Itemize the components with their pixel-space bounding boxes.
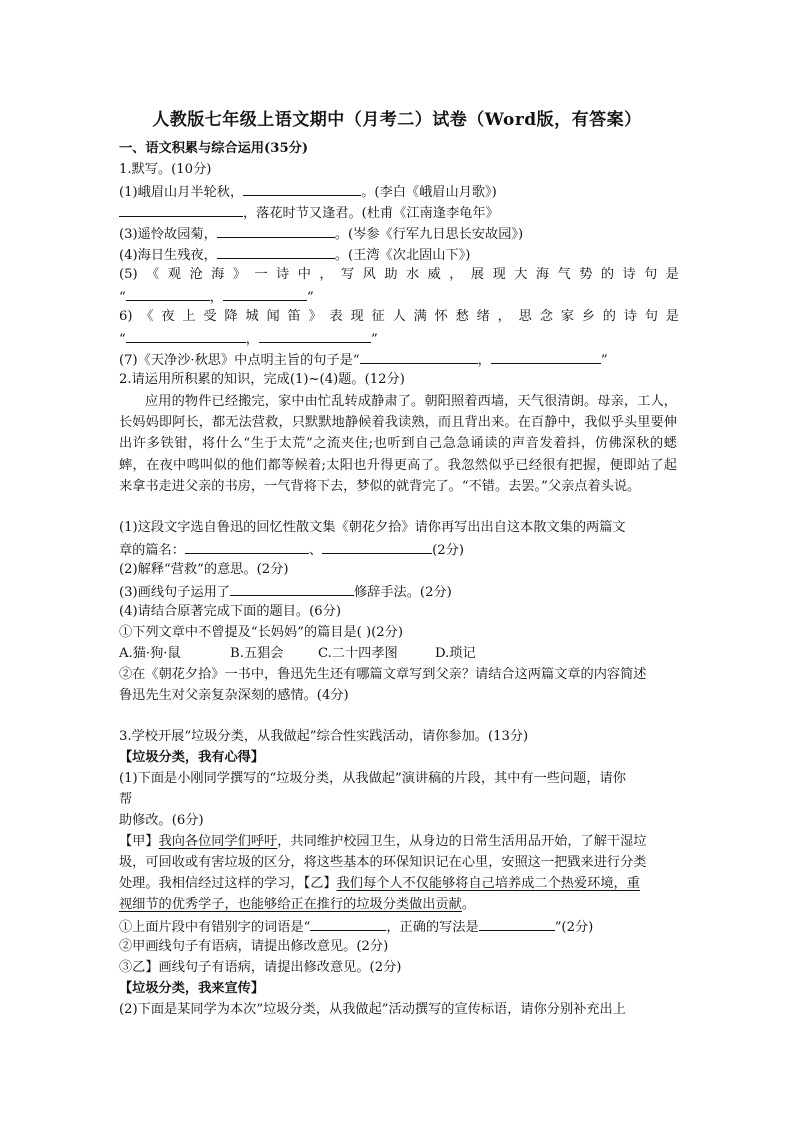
speech-excerpt-line-2: 圾，可回收或有害垃圾的区分，将这些基本的环保知识记在心里，安照这一把戥来进行分类: [119, 855, 647, 870]
question-1-item-2: ，落花时节又逢君。(杜甫《江南逢李龟年》: [119, 202, 679, 224]
question-2-sub-3: (3)画线句子运用了 修辞手法。(2分): [119, 581, 679, 603]
section-heading: 一、语文积累与综合运用(35分): [119, 141, 309, 156]
question-3-sub-1-cont: 帮: [119, 792, 133, 807]
question-3-sub-1: (1)下面是小刚同学撰写的“垃圾分类，从我做起”演讲稿的片段，其中有一些问题，请你: [119, 771, 626, 786]
question-2-sub-4-1: ①下列文章中不曾提及“长妈妈”的篇目是( )(2分): [119, 625, 404, 640]
question-1-item-6: 6)《夜上受降城闻笛》表现征人满怀愁绪，思念家乡的诗句是: [119, 309, 679, 324]
page-title: 人教版七年级上语文期中（月考二）试卷（Word版，有答案）: [152, 110, 642, 130]
underlined-sentence-jia: 我向各位同学们呼吁: [158, 834, 278, 849]
speech-excerpt-line-1: 【甲】我向各位同学们呼吁，共同维护校园卫生，从身边的日常生活用品开始，了解干湿垃: [119, 834, 647, 849]
question-2-sub-2: (2)解释“营救”的意思。(2分): [119, 562, 289, 577]
question-3-sub-1-2: ②甲画线句子有语病，请提出修改意见。(2分): [119, 939, 389, 954]
answer-blank[interactable]: [243, 181, 361, 196]
question-1-item-4: (4)海日生残夜， 。(王湾《次北固山下》): [119, 244, 679, 266]
answer-blank[interactable]: [479, 916, 555, 931]
question-1-heading: 1.默写。(10分): [119, 162, 212, 177]
underlined-sentence-yi-cont: 视细节的优秀学子，也能够给正在推行的垃圾分类做出贡献: [119, 897, 462, 912]
question-3-sub-1-3: ③乙】画线句子有语病，请提出修改意见。(2分): [119, 960, 402, 975]
subsection-heading-1: 【垃圾分类，我有心得】: [119, 750, 265, 765]
option-c[interactable]: C.二十四孝图: [318, 646, 398, 661]
answer-blank[interactable]: [310, 916, 386, 931]
answer-blank[interactable]: [491, 349, 601, 364]
option-a[interactable]: A.猫·狗·鼠: [119, 646, 181, 661]
answer-blank[interactable]: [119, 202, 243, 217]
speech-excerpt-line-4: 视细节的优秀学子，也能够给正在推行的垃圾分类做出贡献。: [119, 897, 476, 912]
subsection-heading-2: 【垃圾分类，我来宣传】: [119, 981, 265, 996]
question-2-heading: 2.请运用所积累的知识，完成(1)~(4)题。(12分): [119, 372, 405, 387]
question-2-sub-4: (4)请结合原著完成下面的题目。(6分): [119, 604, 341, 619]
question-2-sub-4-2: ②在《朝花夕拾》一书中，鲁迅先生还有哪篇文章写到父亲？请结合这两篇文章的内容简述: [119, 667, 647, 682]
answer-blank[interactable]: [126, 286, 210, 301]
option-b[interactable]: B.五猖会: [230, 646, 284, 661]
question-2-sub-1: (1)这段文字选自鲁迅的回忆性散文集《朝花夕拾》请你再写出出自这本散文集的两篇文: [119, 520, 626, 535]
answer-blank[interactable]: [322, 539, 432, 554]
answer-blank[interactable]: [185, 539, 309, 554]
speech-excerpt-line-3: 处理。我相信经过这样的学习，【乙】我们每个人不仅能够将自己培养成二个热爱环境，重: [119, 876, 640, 891]
choice-options: [119, 644, 679, 664]
option-d[interactable]: D.琐记: [435, 646, 476, 661]
question-3-heading: 3.学校开展“垃圾分类，从我做起”综合性实践活动，请你参加。(13分): [119, 729, 529, 744]
question-3-sub-1-cont2: 助修改。(6分): [119, 813, 204, 828]
question-1-item-6-blanks: “ ， ”: [119, 328, 679, 350]
question-1-item-7: (7)《天净沙·秋思》中点明主旨的句子是“ ， ”: [119, 349, 679, 371]
question-1-item-5-blanks: “ ， ”: [119, 286, 679, 308]
answer-blank[interactable]: [217, 244, 335, 259]
answer-blank[interactable]: [230, 581, 354, 596]
question-3-sub-2: (2)下面是某同学为本次”垃圾分类，从我做起”活动撰写的宣传标语，请你分别补充出上: [119, 1002, 626, 1017]
question-2-sub-1-blanks: 章的篇名： 、 (2分): [119, 539, 679, 561]
answer-blank[interactable]: [223, 286, 307, 301]
question-2-sub-4-2-cont: 鲁迅先生对父亲复杂深刻的感情。(4分): [119, 688, 349, 703]
answer-blank[interactable]: [259, 328, 371, 343]
answer-blank[interactable]: [217, 223, 335, 238]
question-1-item-3: (3)遥怜故园菊， 。(岑参《行军九日思长安故园》): [119, 223, 679, 245]
question-3-sub-1-1: ①上面片段中有错别字的词语是“ ，正确的写法是 ”(2分): [119, 916, 679, 938]
question-1-item-5: (5)《观沧海》一诗中，写风助水威，展现大海气势的诗句是: [119, 267, 679, 282]
answer-blank[interactable]: [126, 328, 246, 343]
underlined-sentence-yi: 我们每个人不仅能够将自己培养成二个热爱环境，重: [336, 876, 640, 891]
reading-passage: 应用的物件已经搬完，家中由忙乱转成静肃了。朝阳照着西墙，天气很清朗。母亲，工人，长妈妈即阿长，都无法营救，只默默地静候着我读熟，而且背出来。在百静中，我似乎头里要伸出许多铁钳，将什么“生于太荒”之流夹住;也听到自己急急诵读的声音发着抖，仿佛深秋的蟋蟀，在夜中鸣叫似的他们都等候着;太阳也升得更高了。我忽然似乎已经很有把握，便即站了起来拿书走进父亲的书房，一气背将下去，梦似的就背完了。“不错。去罢。”父亲点着头说。: [119, 394, 677, 494]
question-1-item-1: (1)峨眉山月半轮秋， 。(李白《峨眉山月歌》): [119, 181, 679, 203]
answer-blank[interactable]: [360, 349, 478, 364]
